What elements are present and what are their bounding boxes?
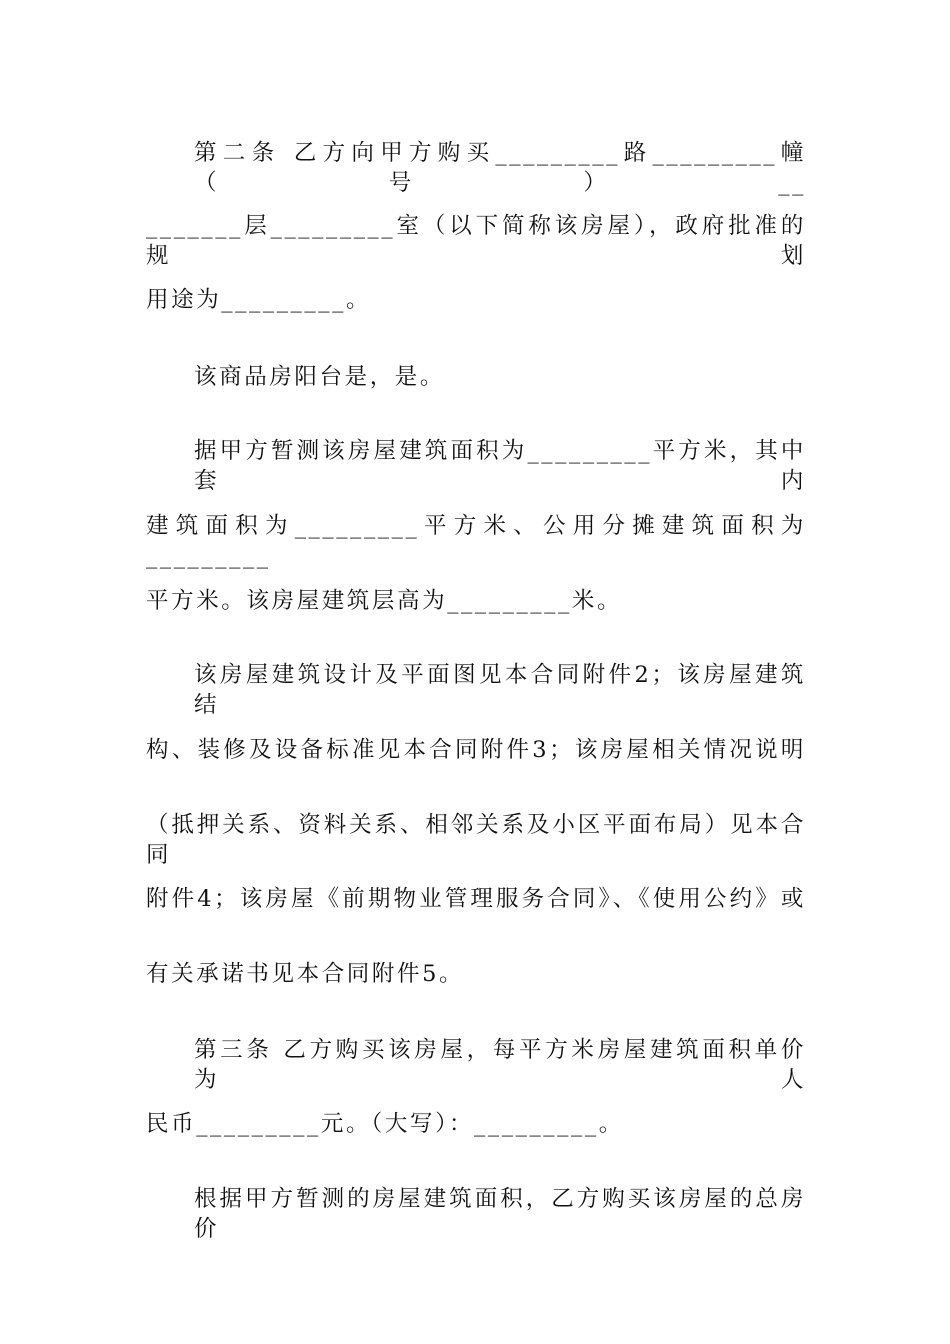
text-line-10: （抵押关系、资料关系、相邻关系及小区平面布局）见本合同 bbox=[146, 812, 806, 868]
text-line-11: 附件4；该房屋《前期物业管理服务合同》、《使用公约》或 bbox=[146, 886, 806, 912]
text-line-6: 建筑面积为_________平方米、公用分摊建筑面积为_________ bbox=[146, 513, 806, 569]
text-line-5: 据甲方暂测该房屋建筑面积为_________平方米，其中套内 bbox=[194, 438, 806, 494]
text-line-13: 第三条 乙方购买该房屋，每平方米房屋建筑面积单价为人 bbox=[194, 1037, 806, 1093]
text-line-14: 民币_________元。（大写）：_________。 bbox=[146, 1111, 624, 1137]
text-line-15: 根据甲方暂测的房屋建筑面积，乙方购买该房屋的总房价 bbox=[194, 1186, 806, 1242]
text-line-12: 有关承诺书见本合同附件5。 bbox=[146, 961, 465, 987]
text-line-1: 第二条 乙方向甲方购买_________路_________幢（号）__ bbox=[194, 140, 806, 196]
text-line-8: 该房屋建筑设计及平面图见本合同附件2；该房屋建筑结 bbox=[194, 662, 806, 718]
text-line-3: 用途为_________。 bbox=[146, 287, 372, 313]
text-line-2: _______层_________室（以下简称该房屋），政府批准的规划 bbox=[146, 213, 806, 269]
text-line-9: 构、装修及设备标准见本合同附件3；该房屋相关情况说明 bbox=[146, 737, 806, 763]
text-line-4: 该商品房阳台是，是。 bbox=[194, 364, 446, 390]
text-line-7: 平方米。该房屋建筑层高为_________米。 bbox=[146, 588, 623, 614]
